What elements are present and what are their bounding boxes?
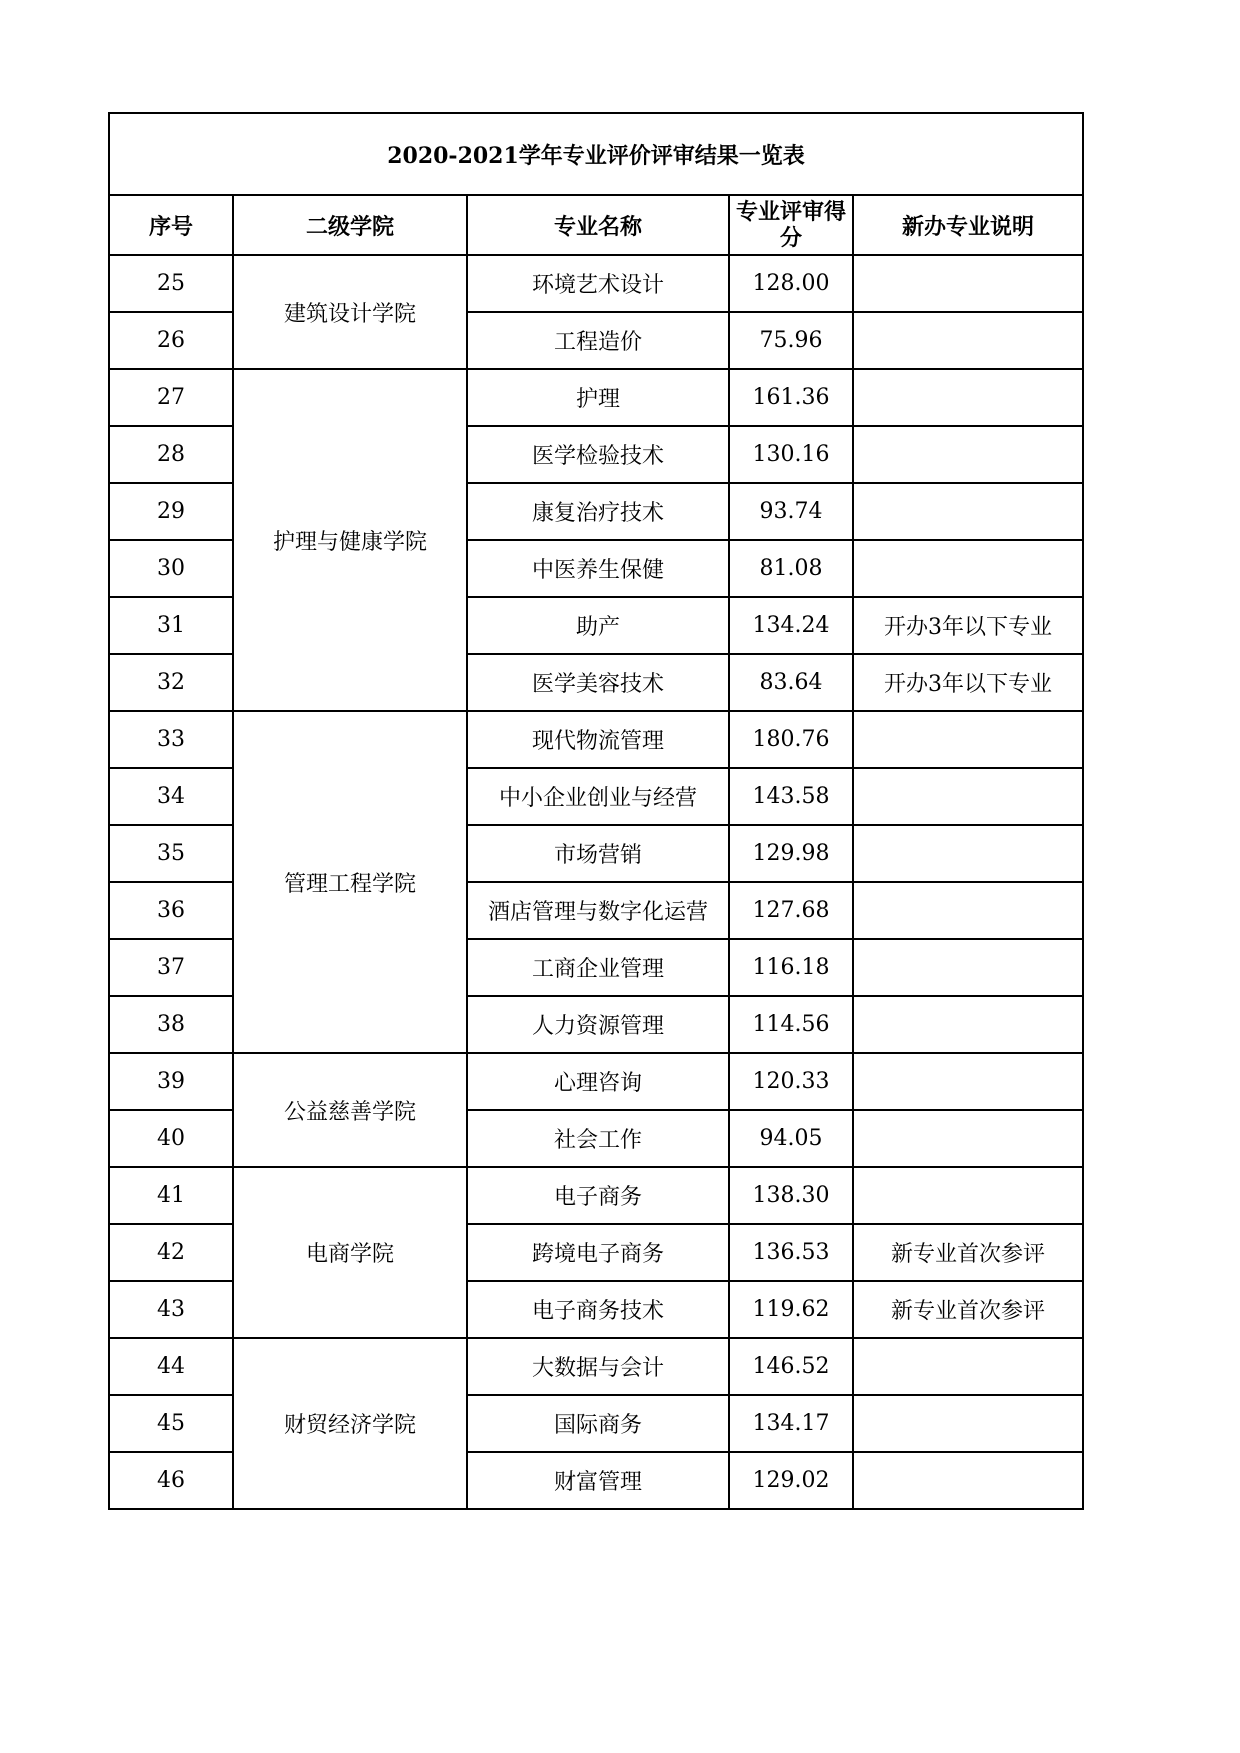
row-major: 人力资源管理 xyxy=(467,996,729,1053)
row-note xyxy=(853,369,1083,426)
row-note xyxy=(853,540,1083,597)
row-note xyxy=(853,996,1083,1053)
row-index: 37 xyxy=(109,939,233,996)
row-index: 27 xyxy=(109,369,233,426)
row-score: 143.58 xyxy=(729,768,853,825)
row-note xyxy=(853,1110,1083,1167)
table-row xyxy=(109,1167,1083,1224)
row-college: 电商学院 xyxy=(233,1167,467,1338)
row-college: 财贸经济学院 xyxy=(233,1338,467,1509)
row-score: 114.56 xyxy=(729,996,853,1053)
row-score: 130.16 xyxy=(729,426,853,483)
row-index: 31 xyxy=(109,597,233,654)
row-major: 助产 xyxy=(467,597,729,654)
table-row xyxy=(109,1053,1083,1110)
row-major: 电子商务 xyxy=(467,1167,729,1224)
row-index: 28 xyxy=(109,426,233,483)
row-index: 29 xyxy=(109,483,233,540)
row-index: 46 xyxy=(109,1452,233,1509)
row-score: 116.18 xyxy=(729,939,853,996)
row-major: 心理咨询 xyxy=(467,1053,729,1110)
row-score: 146.52 xyxy=(729,1338,853,1395)
row-college: 公益慈善学院 xyxy=(233,1053,467,1167)
row-index: 36 xyxy=(109,882,233,939)
row-note: 开办3年以下专业 xyxy=(853,597,1083,654)
header-index: 序号 xyxy=(109,195,233,255)
row-note xyxy=(853,426,1083,483)
row-score: 134.24 xyxy=(729,597,853,654)
header-score: 专业评审得分 xyxy=(729,195,853,255)
row-major: 医学检验技术 xyxy=(467,426,729,483)
row-note xyxy=(853,483,1083,540)
row-major: 跨境电子商务 xyxy=(467,1224,729,1281)
table-row xyxy=(109,711,1083,768)
row-college: 护理与健康学院 xyxy=(233,369,467,711)
table-title: 2020-2021学年专业评价评审结果一览表 xyxy=(109,113,1083,195)
row-index: 34 xyxy=(109,768,233,825)
row-college: 管理工程学院 xyxy=(233,711,467,1053)
row-score: 127.68 xyxy=(729,882,853,939)
header-note: 新办专业说明 xyxy=(853,195,1083,255)
row-note xyxy=(853,882,1083,939)
row-score: 94.05 xyxy=(729,1110,853,1167)
table-row xyxy=(109,1338,1083,1395)
row-major: 康复治疗技术 xyxy=(467,483,729,540)
row-note xyxy=(853,768,1083,825)
row-major: 护理 xyxy=(467,369,729,426)
row-major: 中小企业创业与经营 xyxy=(467,768,729,825)
row-note xyxy=(853,312,1083,369)
row-index: 35 xyxy=(109,825,233,882)
row-index: 30 xyxy=(109,540,233,597)
row-note xyxy=(853,825,1083,882)
row-note xyxy=(853,1338,1083,1395)
row-major: 财富管理 xyxy=(467,1452,729,1509)
row-index: 33 xyxy=(109,711,233,768)
row-major: 酒店管理与数字化运营 xyxy=(467,882,729,939)
row-score: 93.74 xyxy=(729,483,853,540)
row-score: 136.53 xyxy=(729,1224,853,1281)
row-index: 44 xyxy=(109,1338,233,1395)
row-note: 新专业首次参评 xyxy=(853,1224,1083,1281)
row-note xyxy=(853,711,1083,768)
row-score: 180.76 xyxy=(729,711,853,768)
row-score: 134.17 xyxy=(729,1395,853,1452)
row-major: 环境艺术设计 xyxy=(467,255,729,312)
row-score: 129.02 xyxy=(729,1452,853,1509)
row-major: 中医养生保健 xyxy=(467,540,729,597)
row-score: 138.30 xyxy=(729,1167,853,1224)
row-score: 75.96 xyxy=(729,312,853,369)
header-major: 专业名称 xyxy=(467,195,729,255)
row-score: 119.62 xyxy=(729,1281,853,1338)
row-major: 工程造价 xyxy=(467,312,729,369)
row-index: 40 xyxy=(109,1110,233,1167)
row-note xyxy=(853,1053,1083,1110)
row-college: 建筑设计学院 xyxy=(233,255,467,369)
row-note xyxy=(853,939,1083,996)
row-index: 38 xyxy=(109,996,233,1053)
table-row xyxy=(109,369,1083,426)
row-major: 国际商务 xyxy=(467,1395,729,1452)
table-row xyxy=(109,255,1083,312)
row-index: 32 xyxy=(109,654,233,711)
row-major: 市场营销 xyxy=(467,825,729,882)
row-index: 45 xyxy=(109,1395,233,1452)
row-score: 129.98 xyxy=(729,825,853,882)
row-note xyxy=(853,1395,1083,1452)
row-note xyxy=(853,1167,1083,1224)
row-major: 大数据与会计 xyxy=(467,1338,729,1395)
row-note: 新专业首次参评 xyxy=(853,1281,1083,1338)
results-table xyxy=(108,112,1084,1510)
row-score: 128.00 xyxy=(729,255,853,312)
row-note xyxy=(853,255,1083,312)
row-major: 现代物流管理 xyxy=(467,711,729,768)
row-major: 工商企业管理 xyxy=(467,939,729,996)
row-index: 39 xyxy=(109,1053,233,1110)
row-score: 81.08 xyxy=(729,540,853,597)
row-score: 120.33 xyxy=(729,1053,853,1110)
row-index: 42 xyxy=(109,1224,233,1281)
row-index: 41 xyxy=(109,1167,233,1224)
row-index: 26 xyxy=(109,312,233,369)
row-note: 开办3年以下专业 xyxy=(853,654,1083,711)
row-score: 83.64 xyxy=(729,654,853,711)
row-note xyxy=(853,1452,1083,1509)
row-index: 25 xyxy=(109,255,233,312)
row-major: 电子商务技术 xyxy=(467,1281,729,1338)
row-major: 社会工作 xyxy=(467,1110,729,1167)
header-college: 二级学院 xyxy=(233,195,467,255)
row-index: 43 xyxy=(109,1281,233,1338)
row-major: 医学美容技术 xyxy=(467,654,729,711)
row-score: 161.36 xyxy=(729,369,853,426)
